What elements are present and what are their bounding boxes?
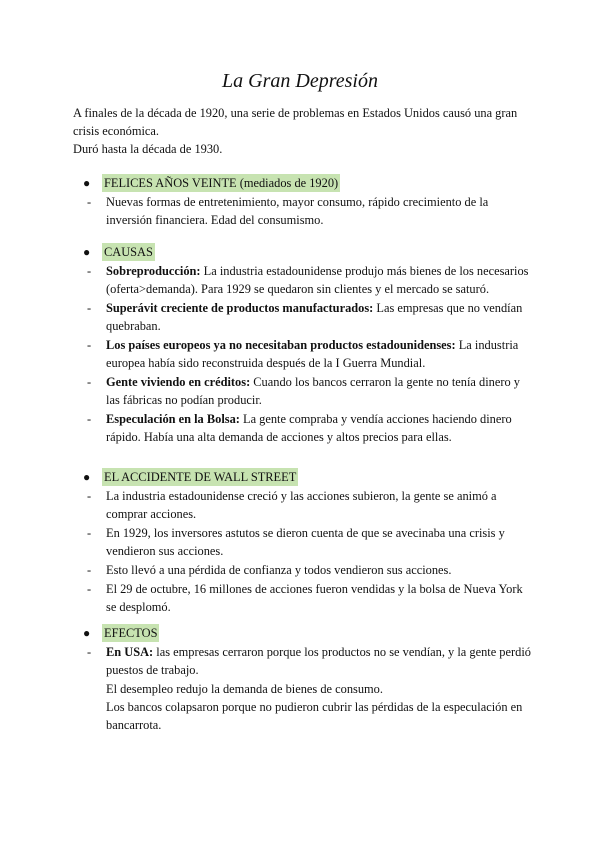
dash-icon: - xyxy=(87,582,92,596)
item-bold: Los países europeos ya no necesitaban productos estadounidenses: xyxy=(106,338,459,352)
item-text: Esto llevó a una pérdida de confianza y todos vendieron sus acciones. xyxy=(106,563,452,577)
section-causas xyxy=(73,243,533,447)
bullet-icon: ● xyxy=(83,626,91,640)
bullet-icon: ● xyxy=(83,176,91,190)
item-text: En 1929, los inversores astutos se dieron cuenta de que se avecinaba una crisis y vendieron sus acciones. xyxy=(106,526,505,558)
item-text: La industria estadounidense creció y las acciones subieron, la gente se animó a comprar acciones. xyxy=(106,489,497,521)
continuation-line: El desempleo redujo la demanda de bienes de consumo. xyxy=(106,682,383,696)
dash-icon: - xyxy=(87,489,92,503)
page-title: La Gran Depresión xyxy=(222,70,378,92)
intro-paragraph xyxy=(73,104,533,158)
list-item xyxy=(73,373,533,409)
list-item xyxy=(73,580,533,616)
dash-icon: - xyxy=(87,338,92,352)
dash-icon: - xyxy=(87,412,92,426)
section-heading xyxy=(73,624,533,642)
dash-icon: - xyxy=(87,526,92,540)
dash-icon: - xyxy=(87,563,92,577)
heading-text: EL ACCIDENTE DE WALL STREET xyxy=(104,470,297,484)
item-bold: Superávit creciente de productos manufacturados: xyxy=(106,301,377,315)
section-accidente-wall-street xyxy=(73,468,533,617)
item-text: Las empresas que no vendían quebraban. xyxy=(106,301,523,333)
section-felices-anos-veinte xyxy=(73,174,533,230)
item-text: La industria estadounidense produjo más bienes de los necesarios (oferta>demanda). Para 1929 se quedaron sin clientes y el mercado se saturó. xyxy=(106,264,529,296)
item-text: La industria europea había sido reconstruida después de la I Guerra Mundial. xyxy=(106,338,519,370)
dash-icon: - xyxy=(87,375,92,389)
section-heading xyxy=(73,174,533,192)
item-text: La gente compraba y vendía acciones haciendo dinero rápido. Había una alta demanda de acciones y altos precios para ellas. xyxy=(106,412,512,444)
list-item xyxy=(73,299,533,335)
heading-text: EFECTOS xyxy=(104,626,158,640)
dash-icon: - xyxy=(87,195,92,209)
dash-icon: - xyxy=(87,301,92,315)
dash-icon: - xyxy=(87,645,92,659)
list-item xyxy=(73,410,533,446)
list-item xyxy=(73,561,533,579)
item-bold: Sobreproducción: xyxy=(106,264,204,278)
section-heading xyxy=(73,243,533,261)
item-text: El 29 de octubre, 16 millones de acciones fueron vendidas y la bolsa de Nueva York se desplomó. xyxy=(106,582,523,614)
item-bold: Gente viviendo en créditos: xyxy=(106,375,254,389)
bullet-icon: ● xyxy=(83,245,91,259)
intro-line-1: A finales de la década de 1920, una serie de problemas en Estados Unidos causó una gran crisis económica. xyxy=(73,106,518,138)
list-item xyxy=(73,643,533,679)
item-bold: En USA: xyxy=(106,645,157,659)
continuation-line: Los bancos colapsaron porque no pudieron cubrir las pérdidas de la especulación en bancarrota. xyxy=(106,700,523,732)
list-item xyxy=(73,193,533,229)
bullet-icon: ● xyxy=(83,470,91,484)
list-item xyxy=(73,262,533,298)
item-bold: Especulación en la Bolsa: xyxy=(106,412,243,426)
intro-line-2: Duró hasta la década de 1930. xyxy=(73,142,223,156)
section-heading xyxy=(73,468,533,486)
list-item xyxy=(73,336,533,372)
item-text: las empresas cerraron porque los productos no se vendían, y la gente perdió puestos de trabajo. xyxy=(106,645,531,677)
list-item xyxy=(73,487,533,523)
heading-text: FELICES AÑOS VEINTE (mediados de 1920) xyxy=(104,176,339,190)
section-efectos xyxy=(73,624,533,734)
dash-icon: - xyxy=(87,264,92,278)
list-item xyxy=(73,524,533,560)
item-text: Cuando los bancos cerraron la gente no tenía dinero y las fábricas no podían producir. xyxy=(106,375,520,407)
item-text: Nuevas formas de entretenimiento, mayor consumo, rápido crecimiento de la inversión financiera. Edad del consumismo. xyxy=(106,195,489,227)
heading-text: CAUSAS xyxy=(104,245,153,259)
